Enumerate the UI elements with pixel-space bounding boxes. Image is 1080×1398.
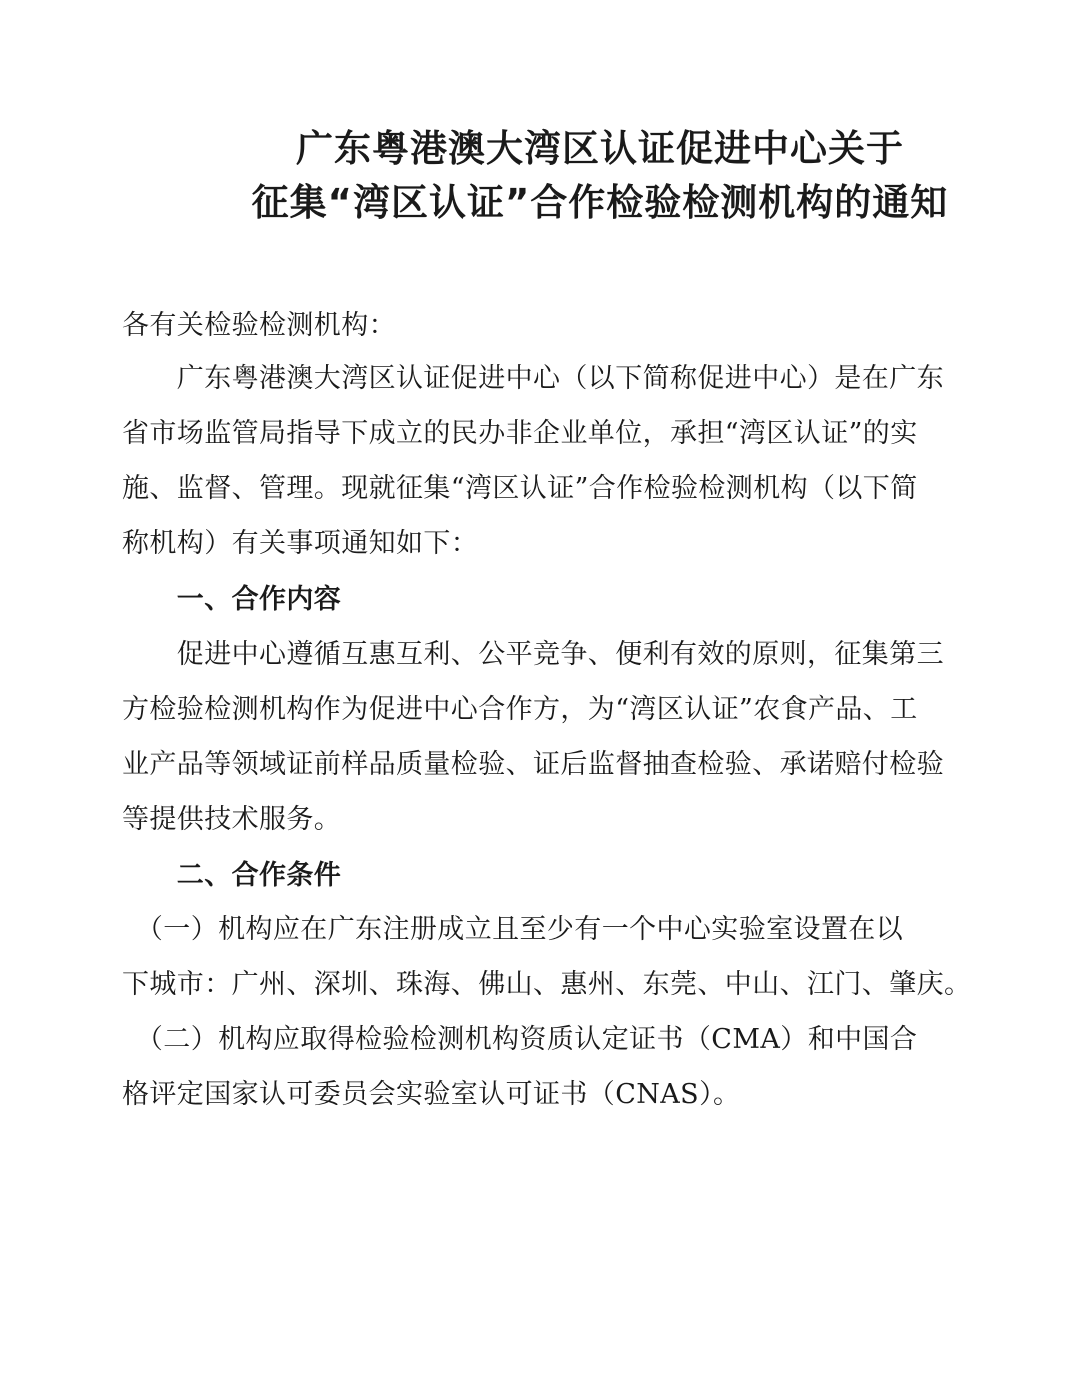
section-heading-cooperation-conditions: [122, 848, 958, 903]
section-heading-cooperation-content: [122, 572, 958, 627]
paragraph-line: 广东粤港澳大湾区认证促进中心（以下简称促进中心）是在广东: [122, 363, 944, 394]
paragraph-line: 称机构）有关事项通知如下：: [122, 528, 479, 559]
salutation-text: 各有关检验检测机构：: [122, 310, 396, 341]
document-title-line-2: 征集“湾区认证”合作检验检测机构的通知: [251, 181, 949, 224]
cooperation-content-paragraph: [122, 627, 958, 847]
condition-item-1: [122, 902, 972, 1012]
paragraph-line: （二）机构应取得检验检测机构资质认定证书（CMA）和中国合: [122, 1024, 918, 1055]
paragraph-line: 施、监督、管理。现就征集“湾区认证”合作检验检测机构（以下简: [122, 473, 918, 504]
section-heading-text: 一、合作内容: [122, 584, 342, 615]
salutation: [122, 298, 958, 353]
paragraph-line: 格评定国家认可委员会实验室认可证书（CNAS）。: [122, 1079, 741, 1110]
paragraph-line: 方检验检测机构作为促进中心合作方，为“湾区认证”农食产品、工: [122, 694, 918, 725]
paragraph-line: （一）机构应在广东注册成立且至少有一个中心实验室设置在以: [122, 914, 904, 945]
intro-paragraph: [122, 351, 958, 571]
paragraph-line: 业产品等领域证前样品质量检验、证后监督抽查检验、承诺赔付检验: [122, 749, 944, 780]
paragraph-line: 省市场监管局指导下成立的民办非企业单位，承担“湾区认证”的实: [122, 418, 918, 449]
condition-item-2: [122, 1012, 958, 1122]
document-title-line-1: 广东粤港澳大湾区认证促进中心关于: [296, 127, 904, 170]
paragraph-line: 等提供技术服务。: [122, 804, 342, 835]
paragraph-line: 促进中心遵循互惠互利、公平竞争、便利有效的原则，征集第三: [122, 639, 944, 670]
paragraph-line: 下城市：广州、深圳、珠海、佛山、惠州、东莞、中山、江门、肇庆。: [122, 969, 972, 1000]
section-heading-text: 二、合作条件: [122, 860, 342, 891]
